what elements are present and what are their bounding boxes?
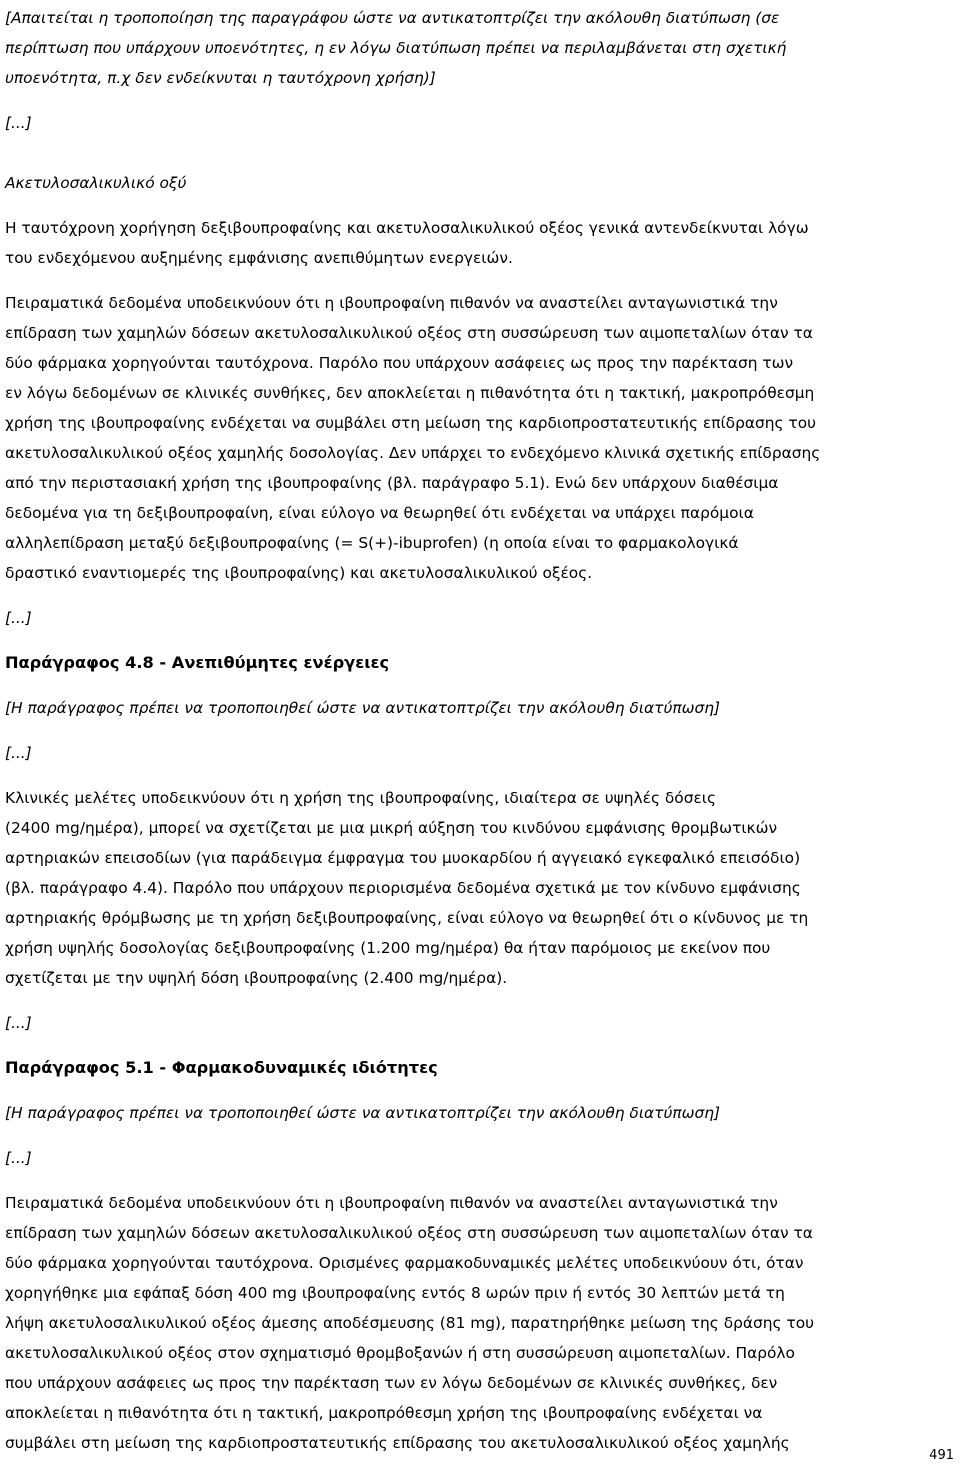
paragraph xyxy=(5,1188,955,1458)
section-heading-5-1: Παράγραφος 5.1 - Φαρμακοδυναμικές ιδιότητες xyxy=(5,1058,438,1077)
intro-note xyxy=(5,3,955,93)
text-line: αρτηριακής θρόμβωσης με τη χρήση δεξιβουπροφαίνης, είναι εύλογο να θεωρηθεί ότι ο κίνδυνος με τη xyxy=(5,909,809,927)
text-line: χρήση υψηλής δοσολογίας δεξιβουπροφαίνης (1.200 mg/ημέρα) θα ήταν παρόμοιος με εκείνον που xyxy=(5,939,771,957)
text-line: επίδραση των χαμηλών δόσεων ακετυλοσαλικυλικού οξέος στη συσσώρευση των αιμοπεταλίων όταν τα xyxy=(5,324,813,342)
text-line: χρήση της ιβουπροφαίνης ενδέχεται να συμβάλει στη μείωση της καρδιοπροστατευτικής επίδρασης του xyxy=(5,414,817,432)
ellipsis-marker: [...] xyxy=(5,1014,32,1032)
text-line: εν λόγω δεδομένων σε κλινικές συνθήκες, δεν αποκλείεται η πιθανότητα ότι η τακτική, μακροπρόθεσμη xyxy=(5,384,815,402)
ellipsis-marker: [...] xyxy=(5,114,32,132)
subheading: Ακετυλοσαλικυλικό οξύ xyxy=(5,174,187,192)
paragraph xyxy=(5,783,955,993)
text-line: [Απαιτείται η τροποποίηση της παραγράφου ώστε να αντικατοπτρίζει την ακόλουθη διατύπωση (σε xyxy=(5,9,780,27)
text-line: του ενδεχόμενου αυξημένης εμφάνισης ανεπιθύμητων ενεργειών. xyxy=(5,249,513,267)
page-number: 491 xyxy=(929,1448,954,1463)
text-line: Πειραματικά δεδομένα υποδεικνύουν ότι η ιβουπροφαίνη πιθανόν να αναστείλει ανταγωνιστικά την xyxy=(5,1194,778,1212)
text-line: επίδραση των χαμηλών δόσεων ακετυλοσαλικυλικού οξέος στη συσσώρευση των αιμοπεταλίων όταν τα xyxy=(5,1224,813,1242)
text-line: αλληλεπίδραση μεταξύ δεξιβουπροφαίνης (= S(+)-ibuprofen) (η οποία είναι το φαρμακολογικά xyxy=(5,534,739,552)
text-line: ακετυλοσαλικυλικού οξέος χαμηλής δοσολογίας. Δεν υπάρχει το ενδεχόμενο κλινικά σχετικής επίδρασης xyxy=(5,444,821,462)
ellipsis-marker: [...] xyxy=(5,744,32,762)
ellipsis-marker: [...] xyxy=(5,1149,32,1167)
text-line: (2400 mg/ημέρα), μπορεί να σχετίζεται με μια μικρή αύξηση του κινδύνου εμφάνισης θρομβωτικών xyxy=(5,819,778,837)
text-line: περίπτωση που υπάρχουν υποενότητες, η εν λόγω διατύπωση πρέπει να περιλαμβάνεται στη σχετική xyxy=(5,39,787,57)
text-line: δεδομένα για τη δεξιβουπροφαίνη, είναι εύλογο να θεωρηθεί ότι ενδέχεται να υπάρχει παρόμοια xyxy=(5,504,754,522)
text-line: Κλινικές μελέτες υποδεικνύουν ότι η χρήση της ιβουπροφαίνης, ιδιαίτερα σε υψηλές δόσεις xyxy=(5,789,717,807)
text-line: δραστικό εναντιομερές της ιβουπροφαίνης) και ακετυλοσαλικυλικού οξέος. xyxy=(5,564,593,582)
text-line: Η ταυτόχρονη χορήγηση δεξιβουπροφαίνης και ακετυλοσαλικυλικού οξέος γενικά αντενδείκνυται λόγω xyxy=(5,219,809,237)
text-line: δύο φάρμακα χορηγούνται ταυτόχρονα. Ορισμένες φαρμακοδυναμικές μελέτες υποδεικνύουν ότι, όταν xyxy=(5,1254,804,1272)
text-line: ακετυλοσαλικυλικού οξέος στον σχηματισμό θρομβοξανών ή στη συσσώρευση αιμοπεταλίων. Παρόλο xyxy=(5,1344,795,1362)
document-page xyxy=(5,3,955,1458)
text-line: που υπάρχουν ασάφειες ως προς την παρέκταση των εν λόγω δεδομένων σε κλινικές συνθήκες, δεν xyxy=(5,1374,778,1392)
text-line: λήψη ακετυλοσαλικυλικού οξέος άμεσης αποδέσμευσης (81 mg), παρατηρήθηκε μείωση της δράσης του xyxy=(5,1314,815,1332)
paragraph xyxy=(5,288,955,588)
text-line: συμβάλει στη μείωση της καρδιοπροστατευτικής επίδρασης του ακετυλοσαλικυλικού οξέος χαμηλής xyxy=(5,1434,790,1452)
text-line: (βλ. παράγραφο 4.4). Παρόλο που υπάρχουν περιορισμένα δεδομένα σχετικά με τον κίνδυνο εμφάνισης xyxy=(5,879,801,897)
text-line: υποενότητα, π.χ δεν ενδείκνυται η ταυτόχρονη χρήση)] xyxy=(5,69,436,87)
text-line: αποκλείεται η πιθανότητα ότι η τακτική, μακροπρόθεσμη χρήση της ιβουπροφαίνης ενδέχεται να xyxy=(5,1404,763,1422)
section-note: [Η παράγραφος πρέπει να τροποποιηθεί ώστε να αντικατοπτρίζει την ακόλουθη διατύπωση] xyxy=(5,1104,721,1122)
text-line: αρτηριακών επεισοδίων (για παράδειγμα έμφραγμα του μυοκαρδίου ή αγγειακό εγκεφαλικό επεισόδιο) xyxy=(5,849,801,867)
text-line: Πειραματικά δεδομένα υποδεικνύουν ότι η ιβουπροφαίνη πιθανόν να αναστείλει ανταγωνιστικά την xyxy=(5,294,778,312)
section-note: [Η παράγραφος πρέπει να τροποποιηθεί ώστε να αντικατοπτρίζει την ακόλουθη διατύπωση] xyxy=(5,699,721,717)
text-line: δύο φάρμακα χορηγούνται ταυτόχρονα. Παρόλο που υπάρχουν ασάφειες ως προς την παρέκταση των xyxy=(5,354,794,372)
paragraph xyxy=(5,213,955,273)
text-line: σχετίζεται με την υψηλή δόση ιβουπροφαίνης (2.400 mg/ημέρα). xyxy=(5,969,508,987)
text-line: χορηγήθηκε μια εφάπαξ δόση 400 mg ιβουπροφαίνης εντός 8 ωρών πριν ή εντός 30 λεπτών μετά τη xyxy=(5,1284,785,1302)
section-heading-4-8: Παράγραφος 4.8 - Ανεπιθύμητες ενέργειες xyxy=(5,653,390,672)
text-line: από την περιστασιακή χρήση της ιβουπροφαίνης (βλ. παράγραφο 5.1). Ενώ δεν υπάρχουν διαθέσιμα xyxy=(5,474,779,492)
ellipsis-marker: [...] xyxy=(5,609,32,627)
